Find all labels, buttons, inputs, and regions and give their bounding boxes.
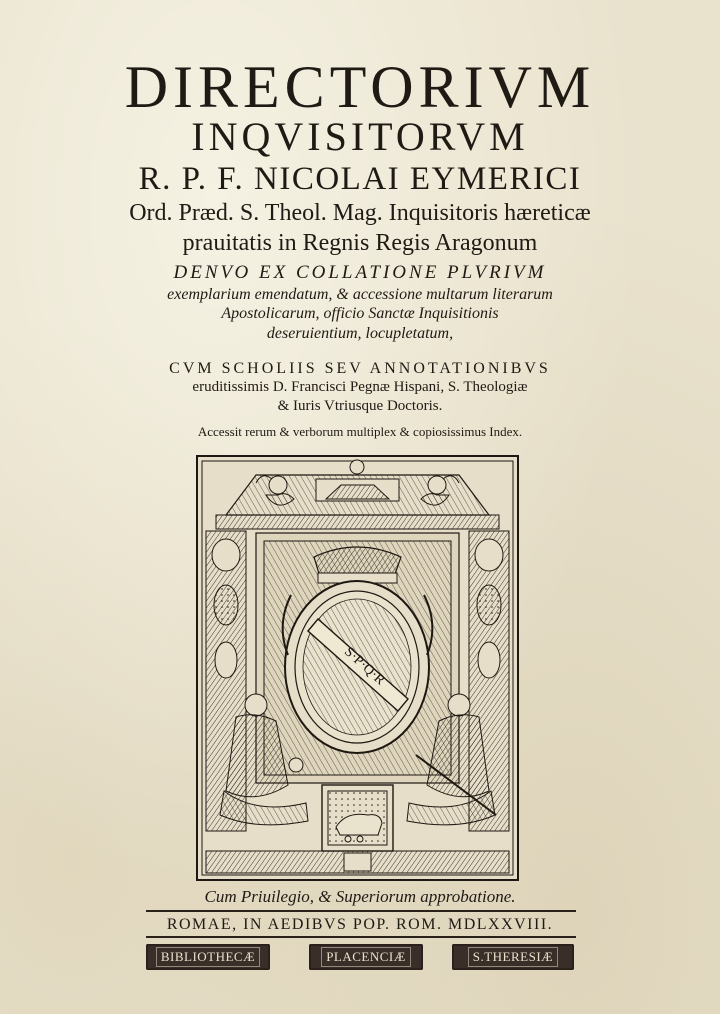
privilege-line: Cum Priuilegio, & Superiorum approbatione. [204,887,516,906]
woodcut-device [196,455,519,881]
woodcut-banner-text: S·P·Q·R [341,644,388,689]
order-line-2: prauitatis in Regnis Regis Aragonum [182,230,538,256]
order-line: Ord. Præd. S. Theol. Mag. Inquisitoris hæreticæ [129,200,591,226]
scholiis-line-2: eruditissimis D. Francisci Pegnæ Hispani, S. Theologiæ [192,379,528,395]
title-line-1: DIRECTORIVM [124,54,596,120]
imprint-rule-bottom [146,936,576,938]
library-stamp-3-text: S.THERESIÆ [468,947,558,967]
index-line: Accessit rerum & verborum multiplex & copiosissimus Index. [197,424,523,439]
denuo-line-1: DENVO EX COLLATIONE PLVRIVM [173,262,547,283]
imprint-rule-top [146,910,576,912]
library-stamp-1 [146,944,270,970]
imprint-line: ROMAE, IN AEDIBVS POP. ROM. MDLXXVIII. [166,916,554,933]
scholiis-line-1: CVM SCHOLIIS SEV ANNOTATIONIBVS [169,360,551,377]
denuo-line-3: Apostolicarum, officio Sanctæ Inquisitionis [221,305,499,322]
library-stamp-1-text: BIBLIOTHECÆ [156,947,260,967]
scholiis-line-3: & Iuris Vtriusque Doctoris. [277,398,443,414]
denuo-line-4: deseruientium, locupletatum, [266,325,454,342]
author-line: R. P. F. NICOLAI EYMERICI [138,161,582,197]
library-stamp-3 [452,944,574,970]
library-stamp-2 [309,944,423,970]
title-line-2: INQVISITORVM [191,114,529,159]
denuo-line-2: exemplarium emendatum, & accessione multarum literarum [167,286,553,303]
library-stamp-2-text: PLACENCIÆ [321,947,411,967]
